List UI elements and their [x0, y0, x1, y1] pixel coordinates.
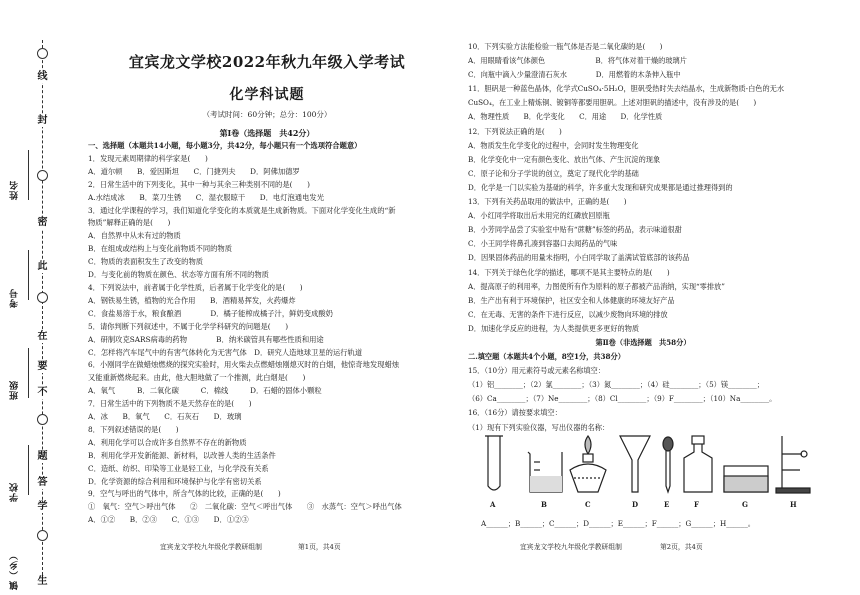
question-line: A．用眼睛看该气体颜色 B．将气体对着干燥的玻璃片: [468, 56, 687, 66]
question-line: D．化学资源的综合利用和环境保护与化学有密切关系: [88, 476, 262, 486]
apparatus-iron-stand: [776, 436, 810, 493]
seal-char: 答: [37, 477, 48, 488]
question-line: （1）现有下列实验仪器，写出仪器的名称：: [468, 422, 610, 432]
field-label-class: 班级: [10, 380, 20, 400]
question-line: 1．发现元素周期律的科学家是( ): [88, 153, 208, 163]
exam-meta: （考试时间：60分钟；总分：100分）: [202, 110, 332, 119]
field-label-school: 学校: [10, 482, 20, 502]
question-line: C．在无毒、无害的条件下进行反应，以减少废物向环境的排放: [468, 309, 668, 319]
binding-margin: [0, 30, 60, 590]
question-line: C．向瓶中滴入少量澄清石灰水 D．用燃着的木条伸入瓶中: [468, 70, 681, 80]
question-line: A．利用化学可以合成许多自然界不存在的新物质: [88, 437, 247, 447]
page-2-footer-left: 宜宾龙文学校九年级化学教研组制: [520, 543, 622, 551]
question-line: C．小王同学将鼻孔凑到容器口去闻药品的气味: [468, 239, 618, 249]
name-blank[interactable]: [28, 150, 29, 200]
field-label-township: 镇（乡）: [10, 550, 20, 590]
question-line: C．食盐易溶于水，粮食酿酒 D．橘子能榨成橘子汁，鲜奶变成酸奶: [88, 308, 333, 318]
seal-circle: [37, 170, 48, 181]
question-line: B．在组成或结构上与变化前物质不同的物质: [88, 244, 233, 254]
page-1-footer-left: 宜宾龙文学校九年级化学教研组制: [160, 543, 262, 551]
question-line: D．加速化学反应的进程，为人类提供更多更好的物质: [468, 323, 640, 333]
apparatus-water-trough: [724, 466, 768, 492]
apparatus-label-f: F: [694, 500, 699, 509]
question-line: A．物质发生化学变化的过程中，会同时发生物理变化: [468, 140, 639, 150]
seal-char: 学: [37, 501, 48, 512]
volume-one-heading: 第Ⅰ卷（选择题 共42分）: [219, 128, 315, 138]
question-line: 4．下列说法中，前者属于化学性质，后者属于化学变化的是( ): [88, 282, 303, 292]
exam-number-blank[interactable]: [28, 250, 29, 300]
question-line: 二.填空题（本题共4个小题，8空1分，共38分）: [468, 352, 625, 362]
question-line: 9．空气与呼出的气体中，所含气体的比较，正确的是( ): [88, 489, 281, 499]
seal-char: 不: [37, 387, 48, 398]
apparatus-label-c: C: [585, 500, 591, 509]
field-label-name: 姓名: [10, 180, 20, 200]
seal-circle: [37, 414, 48, 425]
question-line: 16．（16分）请按要求填空：: [468, 408, 562, 418]
apparatus-beaker: [528, 452, 562, 492]
seal-char: 线: [37, 71, 48, 82]
question-line: 7．日常生活中的下列物质不是天然存在的是( ): [88, 399, 252, 409]
question-line: 10．下列实验方法能检验一瓶气体是否是二氧化碳的是( ): [468, 42, 663, 51]
page-1: [88, 36, 446, 556]
question-line: 第Ⅱ卷（非选择题 共58分）: [595, 337, 691, 347]
apparatus-label-d: D: [632, 500, 639, 509]
question-line: CuSO₄，在工业上精炼铜、镀铜等都要用胆矾。上述对胆矾的描述中，没有涉及的是( ): [468, 98, 757, 108]
question-line: C．怎样将汽车尾气中的有害气体转化为无害气体 D．研究人造地球卫星的运行轨道: [88, 347, 363, 357]
apparatus-alcohol-lamp: [570, 436, 606, 492]
apparatus-test-tube: [485, 436, 503, 490]
apparatus-label-a: A: [490, 500, 496, 509]
question-line: A．冰 B．氧气 C．石灰石 D．玻璃: [88, 412, 242, 422]
field-label-exam-number: 考号: [10, 288, 20, 308]
question-line: 11．胆矾是一种蓝色晶体，化学式CuSO₄·5H₂O，胆矾受热时失去结晶水，生成新物质-白色的无水: [468, 84, 785, 94]
question-line: D．因果固体药品的用量未指明，小白同学取了盖满试管底部的该药品: [468, 253, 690, 263]
seal-circle: [37, 48, 48, 59]
question-line: 2．日常生活中的下列变化，其中一种与其余三种类别不同的是( ): [88, 179, 310, 189]
question-line: A．自然界中从未有过的物质: [88, 231, 181, 241]
page-1-footer-right: 第1页，共4页: [298, 543, 341, 551]
question-line: 又能重新燃烧起来。由此，他大胆地做了一个推测，此白烟是( ): [88, 373, 306, 383]
seal-char: 要: [37, 361, 48, 372]
seal-char: 题: [37, 451, 48, 462]
apparatus-label-b: B: [541, 500, 547, 509]
exam-subtitle: 化学科试题: [229, 87, 305, 103]
question-line: A.水结成冰 B．菜刀生锈 C．湿衣服晾干 D．电灯泡通电发光: [88, 192, 324, 202]
apparatus-answer-line[interactable]: A______；B______；C______；D______；E______；F______；G______；H______。: [481, 519, 755, 528]
seal-char: 在: [37, 331, 48, 342]
apparatus-svg: [470, 432, 820, 498]
question-line: 一、选择题（本题共14小题，每小题3分，共42分，每小题只有一个选项符合题意）: [88, 141, 362, 150]
seal-circle: [37, 530, 48, 541]
seal-char: 此: [37, 261, 48, 272]
question-line: A．提高原子的利用率，力图使所有作为原料的原子都被产品消纳，实现“零排放”: [468, 281, 725, 291]
question-line: A．氧气 B．二氧化碳 C．棉线 D．石蜡的固体小颗粒: [88, 386, 322, 396]
seal-char: 密: [37, 217, 48, 228]
question-line: C．原子论和分子学说的创立，奠定了现代化学的基础: [468, 168, 639, 178]
apparatus-label-g: G: [742, 500, 748, 509]
apparatus-dropper: [663, 437, 673, 492]
question-line: 13．下列有关药品取用的做法中，正确的是( ): [468, 197, 627, 207]
page-2-questions: [468, 40, 818, 435]
question-line: 5．请你判断下列叙述中，不属于化学学科研究的问题是( ): [88, 321, 289, 331]
apparatus-funnel: [620, 436, 650, 492]
question-line: B．小芳同学品尝了实验室中贴有“蔗糖”标签的药品，表示味道很甜: [468, 225, 682, 235]
question-line: A．道尔顿 B．爱因斯坦 C．门捷列夫 D．阿佛加德罗: [88, 166, 300, 176]
question-line: A．①② B．②③ C．①③ D．①②③: [88, 515, 249, 525]
seal-char: 封: [37, 115, 48, 126]
apparatus-reagent-bottle: [684, 436, 712, 492]
apparatus-label-e: E: [664, 500, 670, 509]
question-line: 14．下列关于绿色化学的描述，哪项不是其主要特点的是( ): [468, 267, 670, 277]
apparatus-label-h: H: [790, 500, 797, 509]
question-line: A．物理性质 B．化学变化 C．用途 D．化学性质: [468, 112, 663, 122]
question-line: 物质”解释正确的是( ): [88, 218, 171, 228]
page-1-questions: [88, 140, 446, 527]
seal-char: 生: [37, 576, 48, 587]
question-line: （1）铝________；（2）氯________；（3）氮________；（4）硅________；（5）镁________；: [468, 380, 764, 390]
question-line: B．生产出有利于环境保护，社区安全和人体健康的环境友好产品: [468, 295, 675, 305]
question-line: 6．小刚同学在做蜡烛燃烧的探究实验时，用火柴去点燃蜡烛刚熄灭时的白烟，他惊奇地发现蜡烛: [88, 360, 400, 370]
question-line: 3．通过化学课程的学习，我们知道化学变化的本质就是生成新物质。下面对化学变化生成的“新: [88, 205, 396, 215]
question-line: A．小红同学将取出后未用完的红磷放回原瓶: [468, 211, 610, 221]
question-line: B．化学变化中一定有颜色变化、放出气体、产生沉淀的现象: [468, 154, 661, 164]
question-line: D．与变化前的物质在颜色、状态等方面有所不同的物质: [88, 270, 269, 280]
class-blank[interactable]: [28, 348, 29, 398]
question-line: C．物质的表面积发生了改变的物质: [88, 257, 204, 267]
question-line: D．化学是一门以实验为基础的科学，许多重大发现和研究成果都是通过推理得到的: [468, 182, 733, 192]
question-line: 8．下列叙述错误的是( ): [88, 424, 179, 434]
question-line: A．研制攻克SARS病毒的药物 B．纳米碳管具有哪些性质和用途: [88, 334, 324, 344]
question-line: C．造纸、纺织、印染等工业是轻工业，与化学没有关系: [88, 463, 269, 473]
question-line: （6）Ca________；（7）Ne________；（8）Cl________；（9）F________；（10）Na________。: [468, 394, 777, 404]
question-line: ① 氧气：空气＞呼出气体 ② 二氧化碳：空气＜呼出气体 ③ 水蒸气：空气＞呼出气体: [88, 502, 402, 512]
question-line: B．利用化学开发新能源、新材料，以改善人类的生活条件: [88, 450, 276, 460]
question-line: A．钢铁易生锈，植物的光合作用 B．酒精易挥发，火药爆炸: [88, 295, 296, 305]
seal-circle: [37, 292, 48, 303]
apparatus-figure: [470, 432, 820, 514]
question-line: 15．（10分）用元素符号或元素名称填空：: [468, 366, 605, 376]
school-blank[interactable]: [28, 445, 29, 495]
question-line: 12．下列说法正确的是( ): [468, 126, 562, 136]
page-2-footer-right: 第2页，共4页: [660, 543, 703, 551]
exam-title: 宜宾龙文学校2022年秋九年级入学考试: [128, 53, 406, 71]
